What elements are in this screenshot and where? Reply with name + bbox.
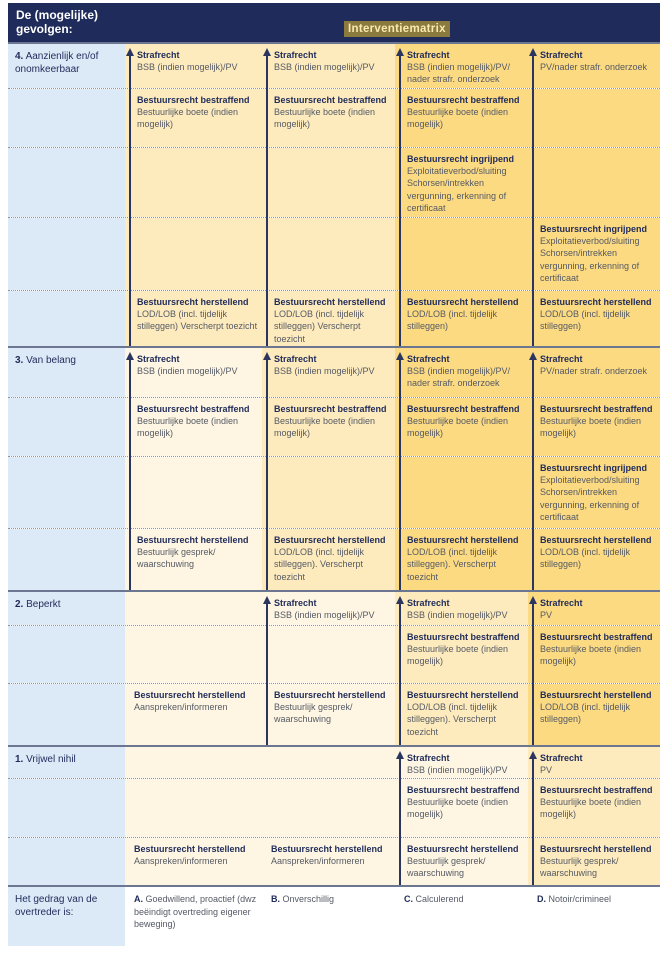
matrix-row [8,88,660,147]
severity-number: 4. [15,51,24,62]
intervention-measure: Bestuurlijk gesprek/ waarschuwing [274,702,353,725]
behaviour-text: Onverschillig [282,894,335,904]
matrix-cell [528,218,660,290]
escalation-arrow-icon [532,751,541,885]
severity-level-2 [8,590,660,745]
intervention-type: Strafrecht [540,354,583,364]
matrix-cell [395,592,528,625]
intervention-measure: Aanspreken/informeren [134,702,228,713]
matrix-row [8,625,660,683]
intervention-measure: LOD/LOB (incl. tijdelijk stilleggen). Verscherpt toezicht [407,547,498,582]
intervention-measure: PV/nader strafr. onderzoek [540,366,648,377]
matrix-row [8,745,660,778]
intervention-type: Bestuursrecht herstellend [134,844,246,854]
matrix-row [8,456,660,528]
intervention-measure: BSB (indien mogelijk)/PV [137,366,238,377]
matrix-cell [125,626,262,683]
matrix-cell [262,291,395,346]
matrix-cell [125,89,262,147]
severity-level-1 [8,745,660,885]
matrix-cell [395,529,528,590]
matrix-cell [528,398,660,456]
matrix-cell [125,218,262,290]
matrix-row [8,683,660,745]
intervention-measure: LOD/LOB (incl. tijdelijk stilleggen). Verscherpt toezicht [274,547,365,582]
behaviour-column-1 [262,887,395,946]
intervention-measure: Bestuurlijk gesprek/ waarschuwing [540,856,619,879]
intervention-type: Bestuursrecht ingrijpend [407,154,515,164]
intervention-type: Strafrecht [407,598,450,608]
matrix-row [8,837,660,885]
intervention-measure: Bestuurlijke boete (indien mogelijk) [137,416,239,439]
matrix-cell [125,529,262,590]
intervention-type: Bestuursrecht bestraffend [274,404,387,414]
intervention-measure: Exploitatieverbod/sluiting Schorsen/intrekken vergunning, erkenning of certificaat [540,475,640,522]
intervention-measure: BSB (indien mogelijk)/PV [274,366,375,377]
matrix-row [8,290,660,346]
severity-label [8,148,125,217]
escalation-arrow-icon [129,352,138,590]
matrix-cell [262,148,395,217]
intervention-measure: LOD/LOB (incl. tijdelijk stilleggen) [540,309,631,332]
matrix-cell [395,44,528,88]
intervention-type: Bestuursrecht bestraffend [540,404,653,414]
matrix-cell [395,148,528,217]
intervention-type: Bestuursrecht bestraffend [137,95,250,105]
severity-number: 2. [15,599,24,610]
intervention-type: Bestuursrecht herstellend [540,690,652,700]
intervention-measure: Aanspreken/informeren [271,856,365,867]
intervention-measure: Bestuurlijk gesprek/ waarschuwing [137,547,216,570]
matrix-cell [125,44,262,88]
escalation-arrow-icon [129,48,138,346]
intervention-type: Strafrecht [540,753,583,763]
intervention-measure: Bestuurlijke boete (indien mogelijk) [407,797,509,820]
matrix-cell [528,348,660,397]
behaviour-column-0 [125,887,262,946]
matrix-row [8,147,660,217]
matrix-cell [395,457,528,528]
matrix-cell [125,747,262,778]
matrix-cell [262,218,395,290]
behaviour-text: Goedwillend, proactief (dwz beëindigt overtreding eigener beweging) [134,894,257,929]
matrix-cell [528,44,660,88]
severity-label [8,218,125,290]
intervention-measure: Bestuurlijke boete (indien mogelijk) [407,416,509,439]
intervention-measure: BSB (indien mogelijk)/PV [274,62,375,73]
intervention-type: Bestuursrecht ingrijpend [540,224,648,234]
escalation-arrow-icon [266,596,275,745]
intervention-measure: Bestuurlijk gesprek/ waarschuwing [407,856,486,879]
matrix-cell [262,684,395,745]
intervention-matrix [8,42,660,946]
intervention-measure: LOD/LOB (incl. tijdelijk stilleggen) [540,547,631,570]
intervention-measure: PV [540,765,553,776]
intervention-type: Bestuursrecht bestraffend [274,95,387,105]
severity-text: Aanzienlijk en/of onomkeerbaar [15,51,99,75]
intervention-measure: BSB (indien mogelijk)/PV [407,765,508,776]
severity-text: Vrijwel nihil [26,754,76,765]
intervention-measure: BSB (indien mogelijk)/PV/ nader strafr. onderzoek [407,62,511,85]
intervention-type: Bestuursrecht herstellend [407,690,519,700]
matrix-cell [395,779,528,837]
escalation-arrow-icon [266,48,275,346]
intervention-measure: PV [540,610,553,621]
matrix-header [8,3,660,42]
matrix-cell [528,626,660,683]
intervention-measure: Bestuurlijke boete (indien mogelijk) [407,107,509,130]
severity-label [8,291,125,346]
matrix-cell [125,684,262,745]
escalation-arrow-icon [399,751,408,885]
intervention-type: Strafrecht [540,598,583,608]
matrix-cell [528,148,660,217]
matrix-cell [528,457,660,528]
matrix-cell [528,747,660,778]
severity-label [8,684,125,745]
matrix-cell [262,348,395,397]
behaviour-text: Calculerend [415,894,464,904]
intervention-type: Bestuursrecht herstellend [274,535,386,545]
intervention-type: Bestuursrecht herstellend [540,297,652,307]
matrix-cell [262,592,395,625]
intervention-type: Bestuursrecht herstellend [540,535,652,545]
matrix-cell [395,218,528,290]
escalation-arrow-icon [532,48,541,346]
intervention-measure: LOD/LOB (incl. tijdelijk stilleggen) Verscherpt toezicht [274,309,365,344]
intervention-measure: LOD/LOB (incl. tijdelijk stilleggen) [540,702,631,725]
intervention-measure: PV/nader strafr. onderzoek [540,62,648,73]
matrix-cell [125,779,262,837]
severity-label [8,348,125,397]
matrix-cell [528,684,660,745]
intervention-measure: Bestuurlijke boete (indien mogelijk) [540,797,642,820]
behaviour-column-3 [528,887,660,946]
intervention-measure: Bestuurlijke boete (indien mogelijk) [407,644,509,667]
matrix-cell [262,747,395,778]
intervention-measure: Aanspreken/informeren [134,856,228,867]
matrix-row [8,217,660,290]
intervention-measure: Bestuurlijke boete (indien mogelijk) [540,644,642,667]
intervention-type: Bestuursrecht bestraffend [137,404,250,414]
escalation-arrow-icon [266,352,275,590]
matrix-cell [262,89,395,147]
matrix-cell [528,529,660,590]
matrix-cell [395,626,528,683]
intervention-type: Bestuursrecht herstellend [274,297,386,307]
severity-label [8,838,125,885]
matrix-cell [395,89,528,147]
escalation-arrow-icon [532,596,541,745]
matrix-row [8,590,660,625]
escalation-arrow-icon [399,48,408,346]
behaviour-letter: A. [134,894,143,904]
intervention-type: Strafrecht [274,50,317,60]
severity-label [8,89,125,147]
intervention-type: Bestuursrecht bestraffend [540,632,653,642]
intervention-type: Bestuursrecht bestraffend [407,785,520,795]
severity-number: 1. [15,754,24,765]
intervention-type: Bestuursrecht herstellend [407,297,519,307]
behaviour-column-2 [395,887,528,946]
behaviour-footer [8,885,660,946]
intervention-type: Strafrecht [137,50,180,60]
intervention-type: Strafrecht [274,354,317,364]
matrix-cell [262,838,395,885]
matrix-cell [125,592,262,625]
intervention-type: Bestuursrecht bestraffend [407,95,520,105]
behaviour-letter: B. [271,894,280,904]
intervention-measure: Exploitatieverbod/sluiting Schorsen/intrekken vergunning, erkenning of certificaat [540,236,640,283]
matrix-cell [395,348,528,397]
intervention-measure: LOD/LOB (incl. tijdelijk stilleggen) [407,309,498,332]
intervention-type: Bestuursrecht herstellend [137,297,249,307]
intervention-type: Bestuursrecht herstellend [540,844,652,854]
matrix-cell [262,626,395,683]
matrix-cell [262,529,395,590]
behaviour-text: Notoir/crimineel [548,894,612,904]
matrix-title: Interventiematrix [344,21,450,37]
matrix-cell [395,291,528,346]
matrix-cell [395,398,528,456]
intervention-measure: Bestuurlijke boete (indien mogelijk) [540,416,642,439]
matrix-cell [528,89,660,147]
intervention-type: Strafrecht [137,354,180,364]
intervention-type: Bestuursrecht ingrijpend [540,463,648,473]
intervention-measure: BSB (indien mogelijk)/PV [137,62,238,73]
intervention-type: Bestuursrecht herstellend [274,690,386,700]
intervention-measure: Bestuurlijke boete (indien mogelijk) [274,107,376,130]
severity-label [8,779,125,837]
escalation-arrow-icon [399,596,408,745]
matrix-cell [125,838,262,885]
severity-label [8,529,125,590]
severity-level-3 [8,346,660,590]
intervention-type: Bestuursrecht bestraffend [407,404,520,414]
escalation-arrow-icon [399,352,408,590]
intervention-type: Bestuursrecht bestraffend [407,632,520,642]
matrix-cell [262,457,395,528]
severity-text: Van belang [26,355,76,366]
severity-label [8,398,125,456]
severity-level-4 [8,42,660,346]
severity-label [8,626,125,683]
severity-label [8,747,125,778]
intervention-type: Bestuursrecht herstellend [271,844,383,854]
matrix-row [8,346,660,397]
matrix-cell [125,398,262,456]
matrix-cell [528,592,660,625]
intervention-type: Strafrecht [274,598,317,608]
behaviour-letter: D. [537,894,546,904]
matrix-cell [395,747,528,778]
severity-text: Beperkt [26,599,61,610]
intervention-measure: Bestuurlijke boete (indien mogelijk) [274,416,376,439]
intervention-type: Strafrecht [407,753,450,763]
matrix-cell [395,838,528,885]
intervention-type: Bestuursrecht herstellend [407,535,519,545]
severity-label [8,592,125,625]
matrix-cell [262,398,395,456]
intervention-measure: BSB (indien mogelijk)/PV/ nader strafr. onderzoek [407,366,511,389]
intervention-type: Strafrecht [540,50,583,60]
matrix-row [8,42,660,88]
matrix-cell [262,779,395,837]
behaviour-label: Het gedrag van de overtreder is: [8,887,125,946]
intervention-type: Bestuursrecht herstellend [134,690,246,700]
matrix-row [8,528,660,590]
intervention-measure: LOD/LOB (incl. tijdelijk stilleggen). Verscherpt toezicht [407,702,498,737]
matrix-cell [125,148,262,217]
matrix-cell [125,348,262,397]
consequences-heading: De (mogelijke) gevolgen: [16,8,99,36]
matrix-cell [395,684,528,745]
matrix-cell [125,457,262,528]
escalation-arrow-icon [532,352,541,590]
severity-number: 3. [15,355,24,366]
intervention-measure: Exploitatieverbod/sluiting Schorsen/intrekken vergunning, erkenning of certificaat [407,166,507,213]
intervention-type: Bestuursrecht herstellend [407,844,519,854]
matrix-cell [262,44,395,88]
intervention-measure: LOD/LOB (incl. tijdelijk stilleggen) Verscherpt toezicht [137,309,258,332]
matrix-row [8,397,660,456]
matrix-cell [125,291,262,346]
matrix-row [8,778,660,837]
intervention-type: Bestuursrecht herstellend [137,535,249,545]
severity-label [8,457,125,528]
intervention-type: Strafrecht [407,50,450,60]
intervention-type: Strafrecht [407,354,450,364]
matrix-cell [528,291,660,346]
intervention-type: Bestuursrecht bestraffend [540,785,653,795]
matrix-cell [528,779,660,837]
behaviour-letter: C. [404,894,413,904]
severity-label [8,44,125,88]
intervention-measure: Bestuurlijke boete (indien mogelijk) [137,107,239,130]
matrix-cell [528,838,660,885]
intervention-measure: BSB (indien mogelijk)/PV [407,610,508,621]
intervention-measure: BSB (indien mogelijk)/PV [274,610,375,621]
